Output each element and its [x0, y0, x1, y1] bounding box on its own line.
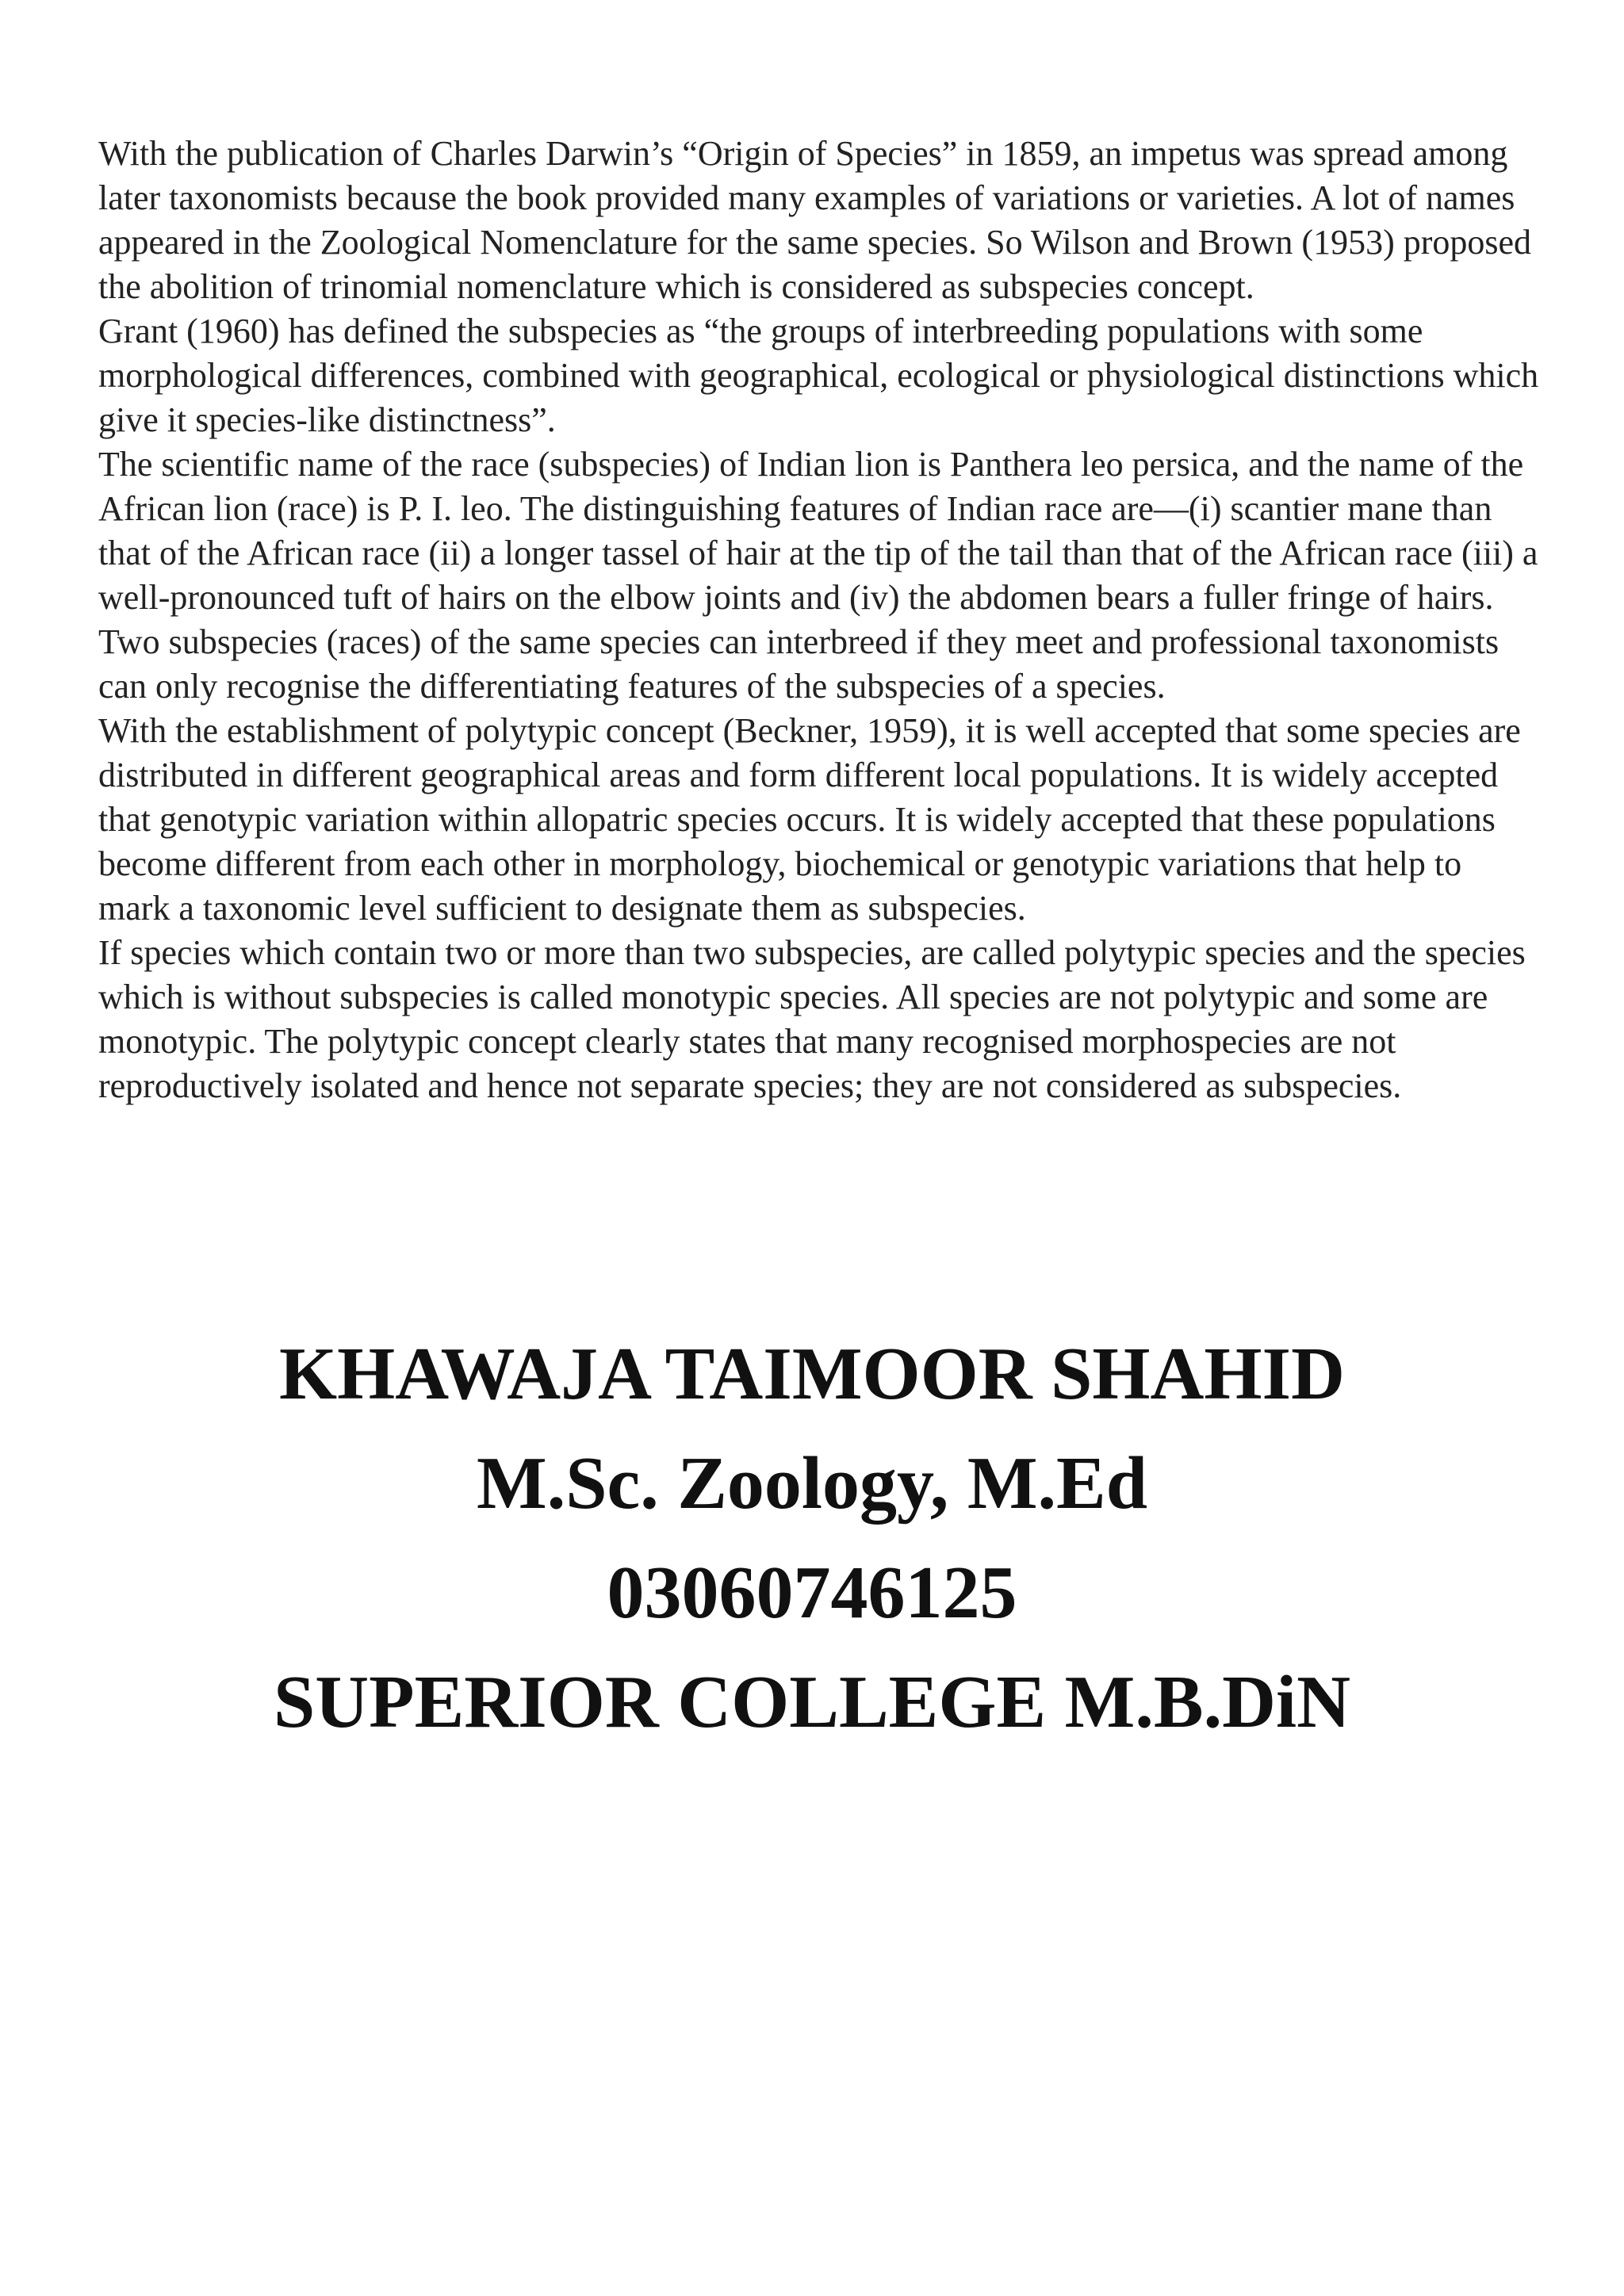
paragraph-monotypic-species: If species which contain two or more than two subspecies, are called polytypic species and the species which is without subspecies is called monotypic species. All species are not polytypic and some are monotypic. The polytypic concept clearly states that many recognised morphospecies are not reproductively isolated and hence not separate species; they are not considered as subspecies.: [98, 933, 1526, 1105]
author-name: KHAWAJA TAIMOOR SHAHID: [278, 1333, 1346, 1415]
author-qualification: M.Sc. Zoology, M.Ed: [476, 1442, 1148, 1525]
author-signature-block: [0, 1319, 1624, 1757]
paragraph-grant-definition: Grant (1960) has defined the subspecies as “the groups of interbreeding populations with some morphological differences, combined with geographical, ecological or physiological distinctions which give it species-like distinctness”.: [98, 312, 1539, 439]
author-institution: SUPERIOR COLLEGE M.B.DiN: [274, 1661, 1350, 1743]
document-body: [98, 132, 1542, 1108]
paragraph-polytypic-concept: With the establishment of polytypic concept (Beckner, 1959), it is well accepted that some species are distributed in different geographical areas and form different local populations. It is widely accepted that genotypic variation within allopatric species occurs. It is widely accepted that these populations become different from each other in morphology, biochemical or genotypic variations that help to mark a taxonomic level sufficient to designate them as subspecies.: [98, 711, 1521, 928]
paragraph-indian-lion: The scientific name of the race (subspecies) of Indian lion is Panthera leo persica, and the name of the African lion (race) is P. I. leo. The distinguishing features of Indian race are—(i) scantier mane than that of the African race (ii) a longer tassel of hair at the tip of the tail than that of the African race (iii) a well-pronounced tuft of hairs on the elbow joints and (iv) the abdomen bears a fuller fringe of hairs. Two subspecies (races) of the same species can interbreed if they meet and professional taxonomists can only recognise the differentiating features of the subspecies of a species.: [98, 445, 1538, 706]
paragraph-darwin-origin: With the publication of Charles Darwin’s “Origin of Species” in 1859, an impetus was spread among later taxonomists because the book provided many examples of variations or varieties. A lot of names appeared in the Zoological Nomenclature for the same species. So Wilson and Brown (1953) proposed the abolition of trinomial nomenclature which is considered as subspecies concept.: [98, 134, 1532, 306]
author-phone: 03060746125: [607, 1552, 1017, 1634]
